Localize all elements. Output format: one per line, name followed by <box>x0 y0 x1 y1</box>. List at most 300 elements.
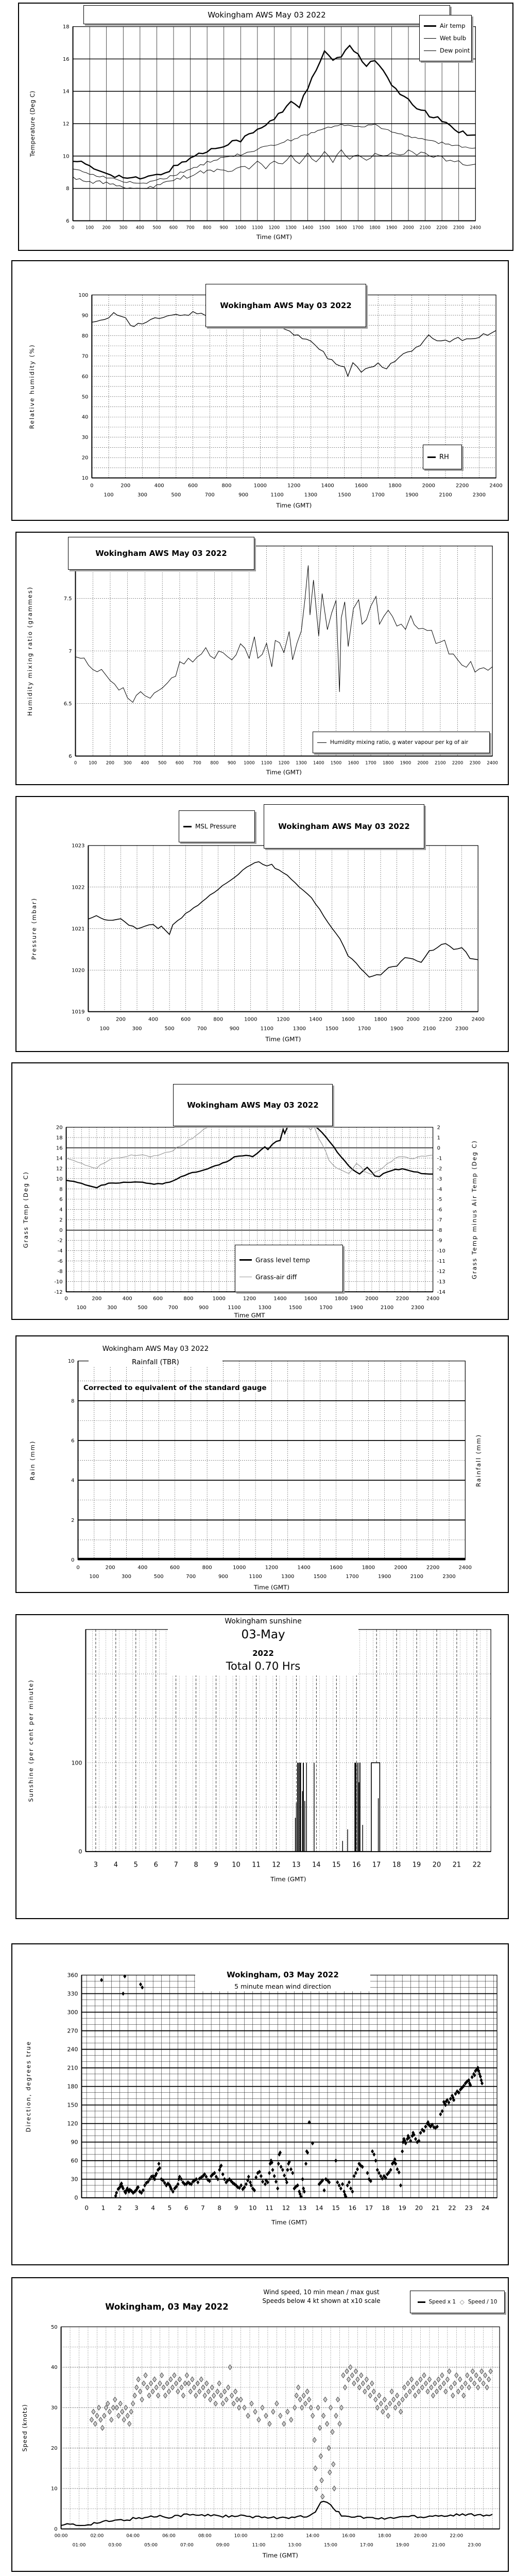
svg-text:1000: 1000 <box>235 225 247 230</box>
svg-text:10: 10 <box>249 2204 257 2212</box>
svg-text:2: 2 <box>59 1217 63 1224</box>
svg-text:17: 17 <box>372 1861 381 1869</box>
svg-text:60: 60 <box>81 374 89 380</box>
svg-text:0: 0 <box>59 1228 63 1234</box>
line-swatch-speed-x1 <box>418 2301 425 2303</box>
chart-title: Wokingham AWS May 03 2022 <box>208 10 326 20</box>
svg-text:1800: 1800 <box>388 483 402 489</box>
svg-text:06:00: 06:00 <box>162 2533 176 2539</box>
svg-text:-7: -7 <box>437 1217 442 1224</box>
svg-text:4: 4 <box>113 1861 118 1869</box>
svg-text:20: 20 <box>415 2204 423 2212</box>
sunshine-total: Total 0.70 Hrs <box>226 1660 301 1672</box>
svg-text:0: 0 <box>90 483 94 489</box>
svg-text:15:00: 15:00 <box>324 2543 337 2548</box>
legend-item: ◇ Speed / 10 <box>459 2298 497 2306</box>
rainfall-note: Corrected to equivalent of the standard gauge <box>79 1384 271 1392</box>
svg-text:18:00: 18:00 <box>377 2533 391 2539</box>
chart-title-box <box>205 284 366 327</box>
svg-text:20: 20 <box>81 455 89 461</box>
svg-text:2400: 2400 <box>470 225 482 230</box>
svg-text:1700: 1700 <box>346 1574 359 1580</box>
svg-text:Time (GMT): Time (GMT) <box>270 1875 306 1883</box>
legend-item: MSL Pressure <box>183 823 250 830</box>
legend-item: Grass level temp <box>239 1256 338 1264</box>
sunshine-title-block <box>168 1617 358 1675</box>
chart-subtitle: 5 minute mean wind direction <box>234 1982 331 1990</box>
rh-legend <box>423 445 462 469</box>
svg-text:00:00: 00:00 <box>54 2533 68 2539</box>
svg-text:19: 19 <box>412 1861 421 1869</box>
svg-text:2000: 2000 <box>417 760 428 766</box>
svg-text:1: 1 <box>437 1135 440 1141</box>
svg-text:5: 5 <box>167 2204 172 2212</box>
svg-text:0: 0 <box>74 760 77 766</box>
svg-text:Humidity mixing ratio (grammes: Humidity mixing ratio (grammes) <box>26 586 33 716</box>
svg-text:12: 12 <box>272 1861 281 1869</box>
svg-text:20: 20 <box>56 1125 63 1131</box>
svg-text:800: 800 <box>221 483 232 489</box>
svg-text:4: 4 <box>71 1478 75 1484</box>
svg-text:8: 8 <box>59 1187 63 1193</box>
svg-text:2200: 2200 <box>456 483 469 489</box>
svg-text:2300: 2300 <box>442 1574 456 1580</box>
svg-text:1400: 1400 <box>309 1016 322 1023</box>
svg-text:600: 600 <box>188 483 198 489</box>
svg-text:700: 700 <box>193 760 201 766</box>
svg-text:200: 200 <box>105 1565 115 1571</box>
svg-text:150: 150 <box>67 2102 78 2109</box>
svg-text:14: 14 <box>62 89 70 95</box>
legend-item: RH <box>427 453 457 461</box>
chart-panel-wind-direction <box>11 1943 509 2265</box>
wind-speed-note-block <box>234 2289 409 2304</box>
legend-item: Humidity mixing ratio, g water vapour per kg of air <box>317 739 485 745</box>
svg-text:0: 0 <box>64 1296 68 1302</box>
svg-text:1600: 1600 <box>335 225 347 230</box>
line-swatch-wet-bulb <box>424 38 436 39</box>
svg-text:1100: 1100 <box>270 492 284 498</box>
svg-text:18: 18 <box>382 2204 390 2212</box>
svg-text:1019: 1019 <box>72 1009 85 1015</box>
svg-text:Time GMT: Time GMT <box>234 1312 265 1319</box>
svg-text:200: 200 <box>115 1016 126 1023</box>
svg-text:-10: -10 <box>437 1248 445 1255</box>
svg-text:1200: 1200 <box>268 225 280 230</box>
svg-text:700: 700 <box>168 1305 178 1311</box>
svg-text:700: 700 <box>186 1574 196 1580</box>
wind-direction-plot <box>12 1944 508 2264</box>
wind-speed-note-2: Speeds below 4 kt shown at x10 scale <box>262 2297 381 2304</box>
svg-text:1400: 1400 <box>273 1296 287 1302</box>
svg-text:1300: 1300 <box>293 1026 306 1032</box>
svg-text:1700: 1700 <box>352 225 364 230</box>
chart-title: Wokingham AWS May 03 2022 <box>89 1345 222 1353</box>
svg-text:6.5: 6.5 <box>63 701 72 707</box>
svg-text:1100: 1100 <box>249 1574 262 1580</box>
chart-title-box <box>264 804 424 849</box>
svg-text:1600: 1600 <box>348 760 359 766</box>
svg-text:1500: 1500 <box>313 1574 327 1580</box>
svg-text:1000: 1000 <box>233 1565 246 1571</box>
svg-text:330: 330 <box>67 1990 78 1997</box>
svg-text:200: 200 <box>121 483 131 489</box>
svg-text:12: 12 <box>56 1166 63 1172</box>
svg-text:800: 800 <box>210 760 219 766</box>
chart-panel-pressure <box>15 796 509 1052</box>
svg-text:13: 13 <box>292 1861 301 1869</box>
svg-text:10: 10 <box>67 1359 75 1365</box>
svg-text:2100: 2100 <box>422 1026 436 1032</box>
svg-text:1022: 1022 <box>72 885 85 891</box>
svg-text:-2: -2 <box>57 1238 63 1244</box>
svg-text:Rain (mm): Rain (mm) <box>28 1440 36 1481</box>
sunshine-year: 2022 <box>252 1649 274 1658</box>
line-swatch-air-temp <box>424 25 436 27</box>
pressure-legend <box>179 810 255 842</box>
svg-text:100: 100 <box>76 1305 87 1311</box>
svg-text:2100: 2100 <box>435 760 446 766</box>
svg-text:240: 240 <box>67 2046 78 2053</box>
svg-text:1100: 1100 <box>260 1026 273 1032</box>
svg-text:2400: 2400 <box>471 1016 485 1023</box>
svg-text:900: 900 <box>238 492 249 498</box>
svg-text:1100: 1100 <box>261 760 272 766</box>
svg-text:30: 30 <box>81 435 89 441</box>
svg-text:10: 10 <box>232 1861 241 1869</box>
line-swatch-mixing-ratio <box>317 742 327 743</box>
svg-text:-6: -6 <box>57 1259 63 1264</box>
svg-text:1900: 1900 <box>386 225 398 230</box>
svg-text:1500: 1500 <box>288 1305 302 1311</box>
svg-text:1300: 1300 <box>304 492 318 498</box>
chart-panel-mixing-ratio <box>15 532 509 785</box>
svg-text:-1: -1 <box>437 1156 442 1162</box>
svg-text:300: 300 <box>119 225 128 230</box>
svg-text:1900: 1900 <box>400 760 411 766</box>
svg-text:7: 7 <box>174 1861 178 1869</box>
svg-text:900: 900 <box>218 1574 228 1580</box>
svg-text:2400: 2400 <box>458 1565 472 1571</box>
svg-text:400: 400 <box>154 483 164 489</box>
svg-text:09:00: 09:00 <box>216 2543 230 2548</box>
svg-text:1900: 1900 <box>350 1305 363 1311</box>
svg-text:24: 24 <box>481 2204 490 2212</box>
svg-text:6: 6 <box>71 1438 75 1444</box>
svg-text:10:00: 10:00 <box>234 2533 248 2539</box>
svg-text:800: 800 <box>203 225 212 230</box>
svg-text:900: 900 <box>229 1026 239 1032</box>
svg-text:0: 0 <box>76 1565 80 1571</box>
svg-text:-12: -12 <box>54 1289 63 1295</box>
diamond-swatch-speed-div10: ◇ <box>459 2298 465 2306</box>
svg-text:30: 30 <box>71 2176 78 2183</box>
svg-text:Temperature (Deg C): Temperature (Deg C) <box>28 90 36 157</box>
svg-text:14: 14 <box>56 1156 63 1162</box>
wind-direction-title-block <box>195 1969 370 1991</box>
svg-text:2100: 2100 <box>439 492 452 498</box>
svg-text:2000: 2000 <box>394 1565 407 1571</box>
svg-text:1800: 1800 <box>334 1296 348 1302</box>
svg-text:15: 15 <box>332 2204 340 2212</box>
svg-text:0: 0 <box>54 2527 58 2533</box>
svg-text:40: 40 <box>81 414 89 420</box>
svg-text:2300: 2300 <box>453 225 465 230</box>
svg-text:50: 50 <box>81 394 89 400</box>
svg-text:1500: 1500 <box>325 1026 339 1032</box>
svg-text:3: 3 <box>134 2204 139 2212</box>
svg-text:15: 15 <box>332 1861 341 1869</box>
svg-text:1700: 1700 <box>357 1026 371 1032</box>
svg-text:1300: 1300 <box>285 225 297 230</box>
svg-text:20: 20 <box>50 2446 58 2452</box>
svg-text:1300: 1300 <box>296 760 307 766</box>
temperature-legend <box>419 15 472 61</box>
svg-text:1400: 1400 <box>297 1565 311 1571</box>
svg-text:1200: 1200 <box>278 760 290 766</box>
svg-text:2200: 2200 <box>436 225 448 230</box>
svg-text:2000: 2000 <box>403 225 414 230</box>
svg-text:17:00: 17:00 <box>359 2543 373 2548</box>
svg-text:2300: 2300 <box>469 760 481 766</box>
svg-text:Pressure (mbar): Pressure (mbar) <box>30 897 38 960</box>
pressure-plot <box>16 797 508 1051</box>
svg-text:9: 9 <box>214 1861 218 1869</box>
mixing-ratio-legend <box>313 732 490 753</box>
svg-text:8: 8 <box>217 2204 222 2212</box>
svg-text:800: 800 <box>183 1296 194 1302</box>
chart-title-box <box>68 537 254 570</box>
svg-text:2: 2 <box>117 2204 122 2212</box>
svg-text:-14: -14 <box>437 1289 445 1295</box>
svg-text:22:00: 22:00 <box>450 2533 464 2539</box>
svg-text:300: 300 <box>123 760 132 766</box>
svg-text:2100: 2100 <box>380 1305 394 1311</box>
svg-text:05:00: 05:00 <box>144 2543 158 2548</box>
svg-text:1600: 1600 <box>341 1016 355 1023</box>
svg-text:90: 90 <box>71 2139 78 2146</box>
svg-text:2: 2 <box>71 1517 75 1523</box>
chart-title: Wokingham AWS May 03 2022 <box>220 301 352 310</box>
svg-text:500: 500 <box>138 1305 148 1311</box>
svg-text:Sunshine (per cent per minute): Sunshine (per cent per minute) <box>27 1679 35 1802</box>
svg-text:21: 21 <box>452 1861 461 1869</box>
svg-text:7: 7 <box>201 2204 205 2212</box>
svg-text:9: 9 <box>234 2204 238 2212</box>
svg-text:04:00: 04:00 <box>126 2533 140 2539</box>
svg-text:4: 4 <box>59 1207 63 1213</box>
legend-item: Dew point <box>424 47 467 54</box>
legend-item: Air temp <box>424 22 467 29</box>
svg-text:1900: 1900 <box>390 1026 404 1032</box>
chart-title-box <box>83 5 450 24</box>
svg-text:2000: 2000 <box>422 483 435 489</box>
svg-text:8: 8 <box>66 186 70 192</box>
svg-text:Time (GMT): Time (GMT) <box>266 769 302 776</box>
svg-text:180: 180 <box>67 2083 78 2090</box>
svg-text:20:00: 20:00 <box>414 2533 427 2539</box>
svg-text:40: 40 <box>50 2365 58 2371</box>
svg-text:300: 300 <box>107 1305 117 1311</box>
rainfall-plot <box>16 1336 508 1592</box>
legend-item: Wet bulb <box>424 35 467 42</box>
svg-text:-8: -8 <box>437 1228 442 1234</box>
svg-text:900: 900 <box>219 225 228 230</box>
chart-title-box <box>173 1084 333 1126</box>
svg-text:1000: 1000 <box>244 760 255 766</box>
svg-text:600: 600 <box>169 1565 180 1571</box>
svg-text:2000: 2000 <box>365 1296 379 1302</box>
chart-panel-relative-humidity <box>11 260 509 521</box>
chart-title: Wokingham AWS May 03 2022 <box>95 549 227 558</box>
svg-text:Time (GMT): Time (GMT) <box>271 2218 307 2226</box>
svg-text:6: 6 <box>66 218 70 224</box>
svg-text:16:00: 16:00 <box>342 2533 355 2539</box>
svg-text:-9: -9 <box>437 1238 442 1244</box>
svg-text:Time (GMT): Time (GMT) <box>276 502 312 510</box>
svg-text:1900: 1900 <box>378 1574 391 1580</box>
svg-text:1400: 1400 <box>302 225 314 230</box>
svg-text:10: 10 <box>62 154 70 160</box>
svg-text:700: 700 <box>204 492 215 498</box>
svg-text:1500: 1500 <box>319 225 330 230</box>
svg-text:14: 14 <box>315 2204 323 2212</box>
chart-panel-temperature <box>18 3 513 251</box>
svg-text:900: 900 <box>199 1305 209 1311</box>
svg-text:16: 16 <box>56 1145 63 1151</box>
svg-text:0: 0 <box>87 1016 90 1023</box>
svg-text:1400: 1400 <box>313 760 324 766</box>
svg-text:100: 100 <box>89 760 97 766</box>
svg-text:200: 200 <box>106 760 115 766</box>
svg-text:1700: 1700 <box>365 760 376 766</box>
svg-text:2400: 2400 <box>426 1296 440 1302</box>
svg-text:2400: 2400 <box>489 483 503 489</box>
svg-text:8: 8 <box>71 1398 75 1404</box>
svg-text:600: 600 <box>175 760 184 766</box>
line-swatch-rh <box>427 456 436 458</box>
svg-text:02:00: 02:00 <box>90 2533 104 2539</box>
svg-text:-13: -13 <box>437 1279 445 1285</box>
chart-title: Wokingham AWS May 03 2022 <box>187 1100 319 1110</box>
svg-text:800: 800 <box>213 1016 224 1023</box>
svg-text:700: 700 <box>186 225 195 230</box>
svg-text:12:00: 12:00 <box>270 2533 284 2539</box>
svg-text:1300: 1300 <box>281 1574 295 1580</box>
line-swatch-dew-point <box>424 50 436 51</box>
svg-text:1500: 1500 <box>338 492 351 498</box>
svg-text:100: 100 <box>85 225 94 230</box>
svg-text:1: 1 <box>101 2204 106 2212</box>
line-swatch-grass-level-temp <box>239 1259 252 1261</box>
svg-text:3: 3 <box>93 1861 98 1869</box>
svg-text:1700: 1700 <box>319 1305 333 1311</box>
svg-text:2200: 2200 <box>452 760 464 766</box>
chart-title: Wokingham, 03 May 2022 <box>105 2302 229 2312</box>
chart-panel-rainfall <box>15 1335 509 1593</box>
svg-text:14:00: 14:00 <box>306 2533 320 2539</box>
svg-text:-2: -2 <box>437 1166 442 1172</box>
svg-text:18: 18 <box>392 1861 401 1869</box>
svg-text:11:00: 11:00 <box>252 2543 266 2548</box>
svg-text:Relative humidity (%): Relative humidity (%) <box>28 344 36 429</box>
svg-text:-6: -6 <box>437 1207 442 1213</box>
wind-speed-plot <box>12 2278 508 2571</box>
wind-speed-note-1: Wind speed, 10 min mean / max gust <box>263 2289 380 2296</box>
svg-text:100: 100 <box>78 292 89 298</box>
svg-text:0: 0 <box>78 1848 82 1855</box>
svg-text:100: 100 <box>104 492 114 498</box>
svg-text:1100: 1100 <box>228 1305 241 1311</box>
svg-text:07:00: 07:00 <box>180 2543 194 2548</box>
svg-text:12: 12 <box>62 121 70 127</box>
svg-text:1600: 1600 <box>330 1565 343 1571</box>
sunshine-date: 03-May <box>241 1628 285 1641</box>
svg-text:19:00: 19:00 <box>396 2543 409 2548</box>
svg-text:21: 21 <box>432 2204 440 2212</box>
svg-text:200: 200 <box>92 1296 102 1302</box>
svg-text:-10: -10 <box>54 1279 63 1285</box>
svg-text:900: 900 <box>228 760 236 766</box>
svg-text:10: 10 <box>56 1176 63 1182</box>
svg-text:1800: 1800 <box>369 225 381 230</box>
svg-text:1200: 1200 <box>277 1016 290 1023</box>
svg-text:400: 400 <box>122 1296 132 1302</box>
svg-text:1300: 1300 <box>258 1305 271 1311</box>
svg-text:800: 800 <box>202 1565 212 1571</box>
svg-text:Speed (knots): Speed (knots) <box>21 2404 28 2452</box>
svg-text:6: 6 <box>59 1197 63 1203</box>
svg-text:1600: 1600 <box>354 483 368 489</box>
svg-text:2300: 2300 <box>411 1305 424 1311</box>
svg-text:2: 2 <box>437 1125 440 1131</box>
svg-text:400: 400 <box>141 760 149 766</box>
svg-text:210: 210 <box>67 2064 78 2072</box>
svg-text:1021: 1021 <box>72 926 85 932</box>
svg-text:17: 17 <box>365 2204 373 2212</box>
svg-text:16: 16 <box>352 1861 361 1869</box>
svg-text:1000: 1000 <box>212 1296 226 1302</box>
svg-text:600: 600 <box>169 225 178 230</box>
svg-text:5: 5 <box>133 1861 138 1869</box>
svg-text:400: 400 <box>148 1016 159 1023</box>
svg-text:-5: -5 <box>437 1197 442 1203</box>
chart-panel-wind-speed <box>11 2277 509 2572</box>
svg-text:1800: 1800 <box>362 1565 375 1571</box>
svg-text:0: 0 <box>74 2194 78 2201</box>
svg-text:500: 500 <box>158 760 167 766</box>
svg-text:0: 0 <box>71 1557 75 1563</box>
svg-text:18: 18 <box>56 1135 63 1141</box>
svg-text:30: 30 <box>50 2405 58 2411</box>
svg-text:16: 16 <box>62 56 70 62</box>
svg-text:12: 12 <box>282 2204 290 2212</box>
svg-text:1400: 1400 <box>321 483 334 489</box>
svg-text:18: 18 <box>62 24 70 30</box>
svg-text:360: 360 <box>67 1972 78 1979</box>
svg-text:70: 70 <box>81 353 89 360</box>
svg-text:120: 120 <box>67 2120 78 2127</box>
svg-text:100: 100 <box>89 1574 99 1580</box>
svg-text:80: 80 <box>81 333 89 339</box>
svg-text:6: 6 <box>68 753 72 759</box>
svg-text:1200: 1200 <box>265 1565 279 1571</box>
svg-text:4: 4 <box>151 2204 155 2212</box>
svg-text:1023: 1023 <box>72 843 85 849</box>
svg-text:08:00: 08:00 <box>198 2533 212 2539</box>
svg-text:Time (GMT): Time (GMT) <box>265 1036 301 1043</box>
svg-text:500: 500 <box>152 225 161 230</box>
